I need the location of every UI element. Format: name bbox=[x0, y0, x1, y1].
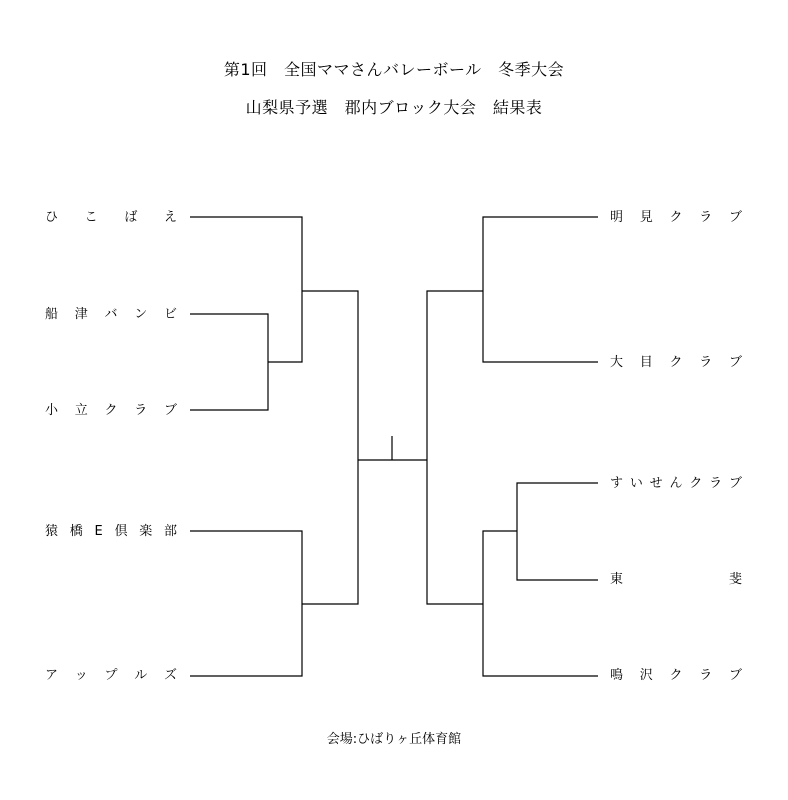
team-name-char: ブ bbox=[728, 476, 742, 491]
title-line-2: 山梨県予選 郡内ブロック大会 結果表 bbox=[245, 98, 543, 117]
bracket-line-left-team5 bbox=[190, 604, 302, 676]
team-name-char: 津 bbox=[74, 307, 88, 322]
team-name-char: ブ bbox=[163, 403, 177, 418]
team-name-char: 船 bbox=[45, 307, 59, 322]
team-name-char: 鳴 bbox=[610, 668, 624, 683]
team-name-char: 見 bbox=[639, 210, 653, 225]
team-name-char: ラ bbox=[699, 668, 713, 683]
team-name-char: 小 bbox=[45, 403, 59, 418]
team-name-char: 明 bbox=[610, 210, 624, 225]
team-name-char: ク bbox=[669, 668, 683, 683]
team-name-char: 橋 bbox=[69, 524, 83, 539]
team-name-char: ラ bbox=[699, 355, 713, 370]
team-name-char: ズ bbox=[163, 668, 177, 683]
team-name-char: せ bbox=[649, 476, 663, 491]
bracket-line-left-semi-bottom bbox=[302, 460, 358, 604]
bracket-line-left-team1 bbox=[190, 217, 302, 291]
team-name-char: ク bbox=[669, 210, 683, 225]
bracket-line-right-team4 bbox=[517, 531, 598, 580]
team-name-char: 斐 bbox=[728, 572, 742, 587]
team-name-char: ん bbox=[669, 476, 683, 491]
team-name-char: ク bbox=[104, 403, 118, 418]
team-name-char: い bbox=[629, 476, 643, 491]
team-name-char: バ bbox=[104, 307, 118, 322]
bracket-line-right-team3 bbox=[517, 483, 598, 531]
team-name-char: ア bbox=[45, 668, 59, 683]
bracket-line-right-team5 bbox=[483, 604, 598, 676]
bracket-line-right-team2 bbox=[483, 291, 598, 362]
team-name-char: ブ bbox=[728, 355, 742, 370]
team-name-char: ラ bbox=[134, 403, 148, 418]
team-name-char: 大 bbox=[610, 355, 624, 370]
team-name-char: す bbox=[610, 476, 624, 491]
bracket-line-right-semi-bottom bbox=[427, 460, 483, 604]
bracket-line-left-semi-top bbox=[302, 291, 358, 460]
team-name-char: ン bbox=[134, 307, 148, 322]
bracket-line-left-team3 bbox=[190, 362, 268, 410]
team-name-char: ッ bbox=[74, 668, 88, 683]
team-name-char: 沢 bbox=[639, 668, 653, 683]
team-name-char: ク bbox=[689, 476, 703, 491]
title-line-1: 第1回 全国ママさんバレーボール 冬季大会 bbox=[223, 60, 565, 79]
venue-label: 会場:ひばりヶ丘体育館 bbox=[326, 732, 462, 747]
team-name-char: 立 bbox=[74, 403, 88, 418]
team-name-char: こ bbox=[84, 210, 98, 225]
team-name-char: プ bbox=[104, 668, 118, 683]
bracket-line-right-semi-top bbox=[427, 291, 483, 460]
team-name-char: E bbox=[94, 524, 103, 539]
team-name-char: 東 bbox=[610, 572, 624, 587]
team-name-char: 部 bbox=[163, 524, 177, 539]
team-name-char: え bbox=[163, 210, 177, 225]
team-name-char: ば bbox=[124, 210, 138, 225]
bracket-line-left-round1 bbox=[268, 291, 302, 362]
team-name-char: ひ bbox=[45, 210, 59, 225]
team-name-char: 目 bbox=[639, 355, 653, 370]
team-name-char: 猿 bbox=[45, 524, 59, 539]
bracket-line-right-round1 bbox=[483, 531, 517, 604]
team-name-char: ブ bbox=[728, 210, 742, 225]
bracket-line-left-team4 bbox=[190, 531, 302, 604]
team-name-char: 楽 bbox=[139, 524, 153, 539]
team-name-char: ル bbox=[134, 668, 148, 683]
team-name-char: ラ bbox=[699, 210, 713, 225]
bracket-line-right-team1 bbox=[483, 217, 598, 291]
bracket-line-left-team2 bbox=[190, 314, 268, 362]
team-name-char: ブ bbox=[728, 668, 742, 683]
team-name-char: ク bbox=[669, 355, 683, 370]
team-name-char: 倶 bbox=[114, 524, 128, 539]
team-name-char: ラ bbox=[709, 476, 723, 491]
team-name-char: ビ bbox=[163, 307, 177, 322]
